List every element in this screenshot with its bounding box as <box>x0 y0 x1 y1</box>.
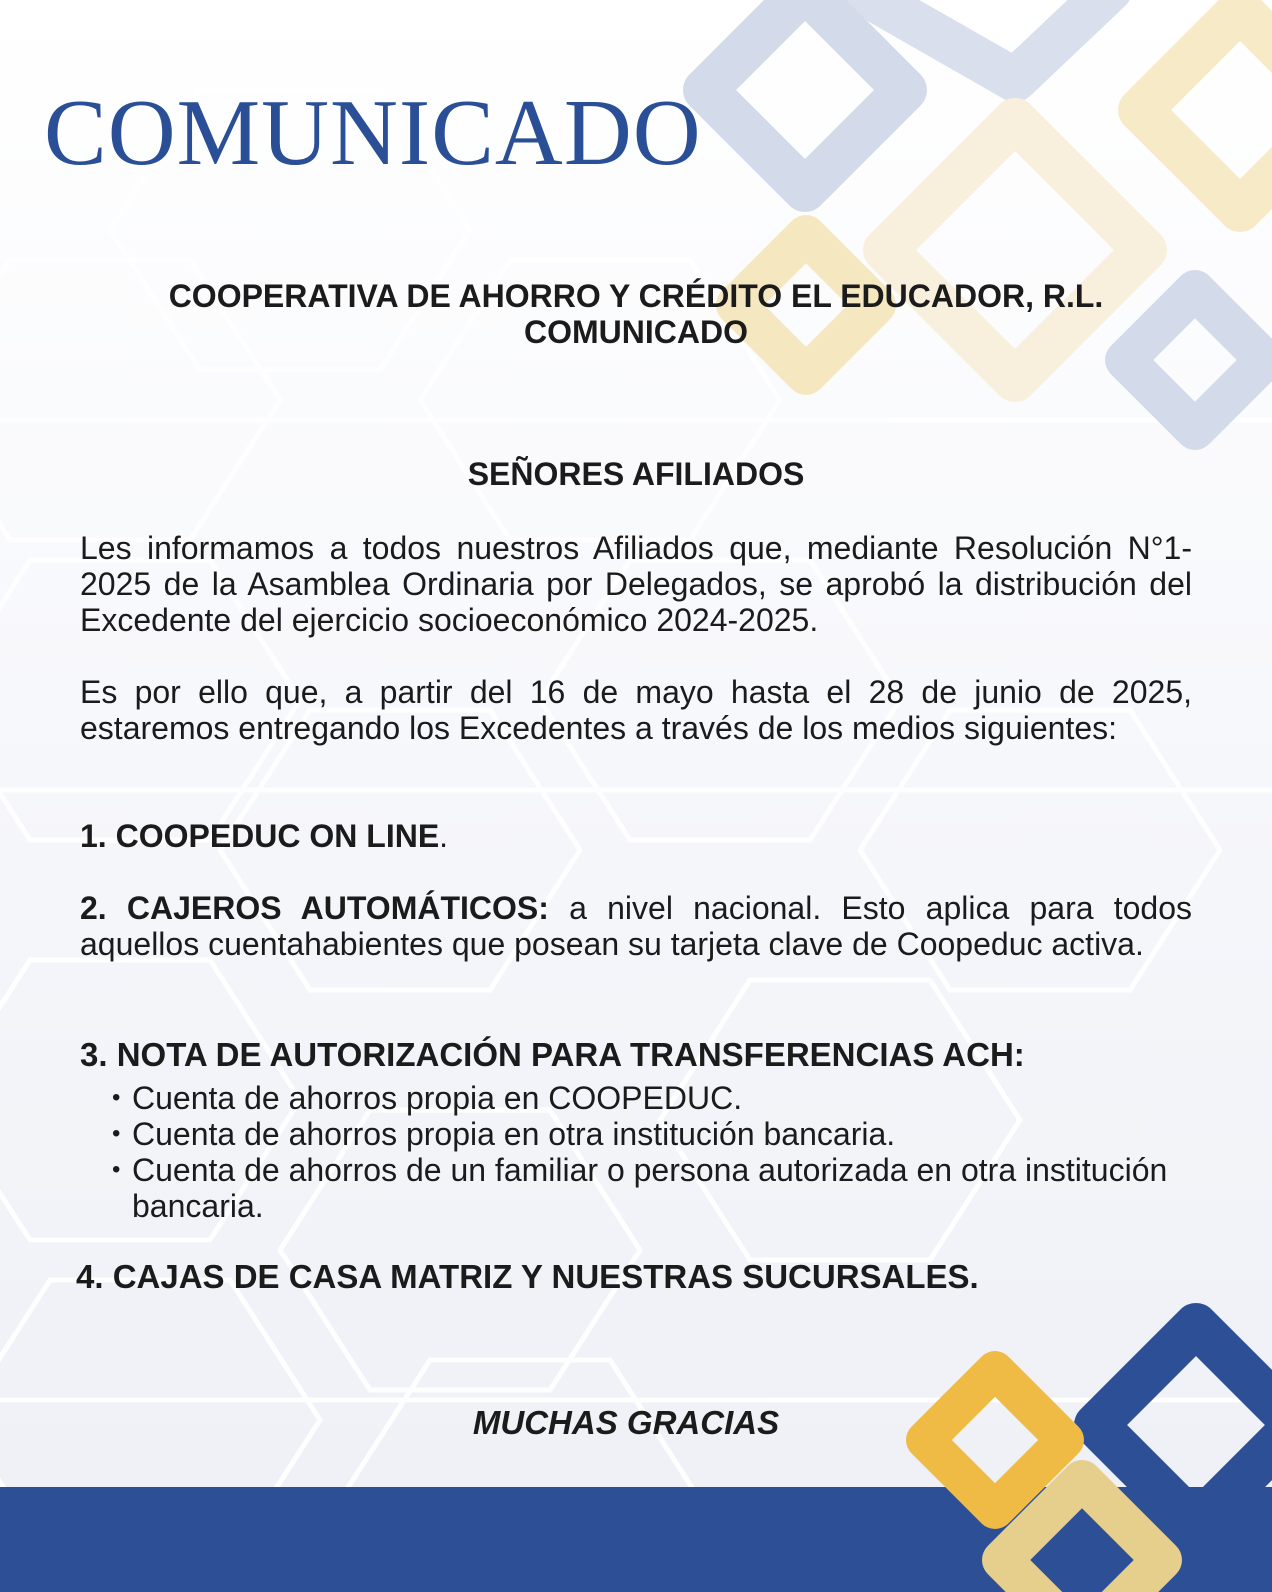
item-online <box>80 818 1192 854</box>
page-title: COMUNICADO <box>44 81 702 185</box>
item-branches: 4. CAJAS DE CASA MATRIZ Y NUESTRAS SUCURSALES. <box>76 1258 979 1295</box>
ach-bullet-list <box>112 1080 1192 1224</box>
organization-header <box>0 278 1272 350</box>
organization-name: COOPERATIVA DE AHORRO Y CRÉDITO EL EDUCADOR, R.L. <box>168 278 1104 314</box>
list-item: • Cuenta de ahorros propia en COOPEDUC. <box>112 1080 1192 1116</box>
greeting: SEÑORES AFILIADOS <box>467 456 805 492</box>
item-online-suffix: . <box>439 818 449 854</box>
top-diamonds <box>705 0 1272 430</box>
item-atm <box>80 890 1192 962</box>
paragraph-dates: Es por ello que, a partir del 16 de mayo hasta el 28 de junio de 2025, estaremos entregando los Excedentes a través de los medios siguientes: <box>80 674 1192 746</box>
closing-thanks: MUCHAS GRACIAS <box>472 1404 780 1441</box>
organization-subtitle: COMUNICADO <box>524 314 748 350</box>
item-atm-text: a nivel nacional. Esto aplica para todos aquellos cuentahabientes que posean su tarjeta clave de Coopeduc activa. <box>80 890 1193 962</box>
item-ach-label: 3. NOTA DE AUTORIZACIÓN PARA TRANSFERENCIAS ACH: <box>80 1036 1025 1073</box>
list-item: • Cuenta de ahorros de un familiar o persona autorizada en otra institución bancaria. <box>112 1152 1192 1224</box>
item-atm-label: 2. CAJEROS AUTOMÁTICOS: <box>80 890 549 926</box>
item-online-label: 1. COOPEDUC ON LINE <box>80 818 440 854</box>
list-item: • Cuenta de ahorros propia en otra institución bancaria. <box>112 1116 1192 1152</box>
paragraph-resolution: Les informamos a todos nuestros Afiliados que, mediante Resolución N°1-2025 de la Asamblea Ordinaria por Delegados, se aprobó la distribución del Excedente del ejercicio socioeconómico 2024-2025. <box>80 530 1192 638</box>
